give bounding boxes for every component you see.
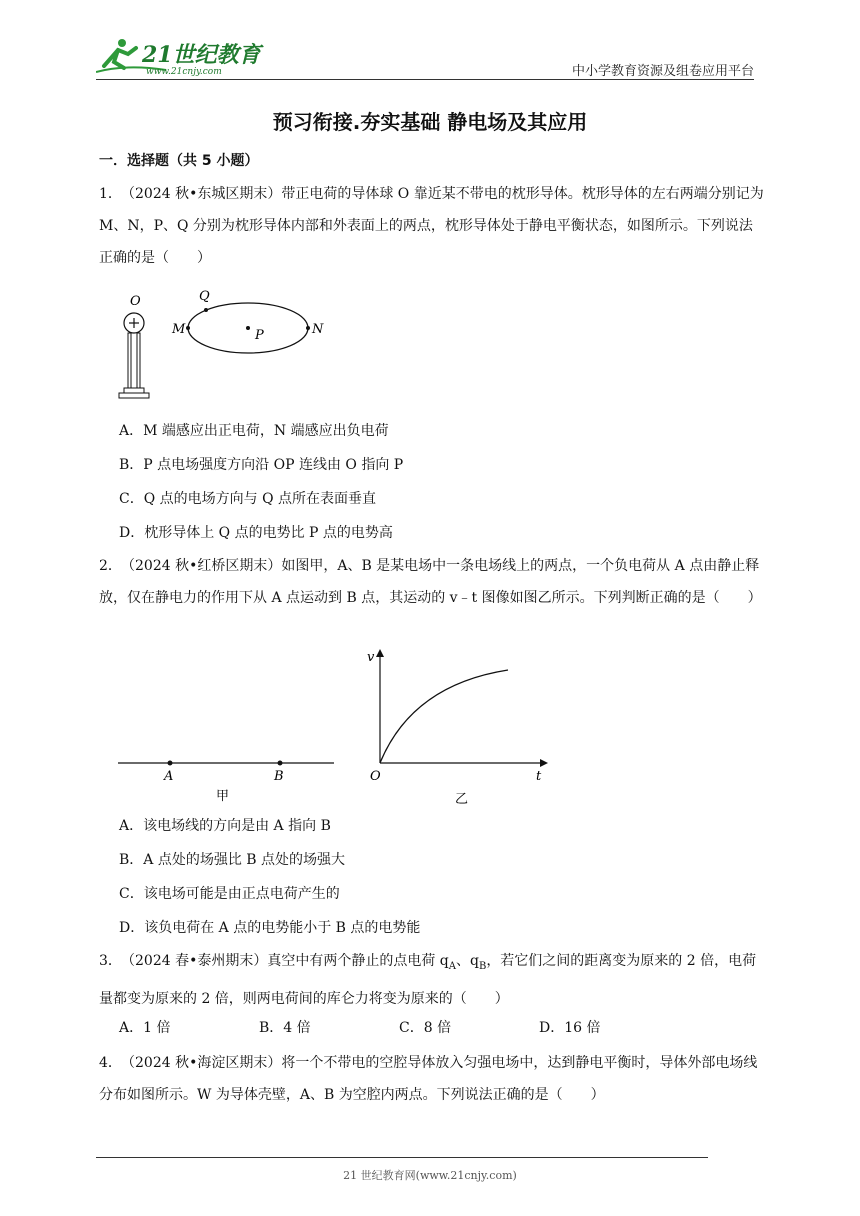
- q1-option-d[interactable]: D．枕形导体上 Q 点的电势比 P 点的电势高: [119, 525, 393, 541]
- question-3: 3．（2024 春•泰州期末）真空中有两个静止的点电荷 $q_A$、$q_B$，若它们之间的距离变为原来的 2 倍，电荷量都变为原来的 2 倍，则两电荷间的库仑力将变为原来的（ ）: [99, 953, 757, 1007]
- q1-option-b[interactable]: B．P 点电场强度方向沿 OP 连线由 O 指向 P: [119, 457, 404, 473]
- q3-option-a[interactable]: A．1 倍: [119, 1020, 171, 1036]
- header-divider: [96, 79, 754, 80]
- question-2-stem: （2024 秋•红桥区期末）如图甲，A、B 是某电场中一条电场线上的两点，一个负电荷从 A 点由静止释放，仅在静电力的作用下从 A 点运动到 B 点，其运动的 v﹣t 图像如图乙所示。下列判断正确的是（ ）: [99, 558, 762, 606]
- label-o: O: [130, 294, 141, 309]
- logo-text: 21世纪教育: [142, 42, 261, 68]
- label-m: M: [172, 322, 186, 337]
- q3-option-d[interactable]: D．16 倍: [539, 1020, 601, 1036]
- vt-curve: [380, 670, 508, 763]
- page-title: 预习衔接.夯实基础 静电场及其应用: [272, 110, 588, 134]
- q1-option-c[interactable]: C．Q 点的电场方向与 Q 点所在表面垂直: [119, 491, 377, 507]
- label-p: P: [255, 328, 264, 343]
- label-b: B: [274, 769, 284, 784]
- footer-text: 21 世纪教育网(www.21cnjy.com): [343, 1169, 517, 1182]
- q3-option-c[interactable]: C．8 倍: [399, 1020, 452, 1036]
- section-heading: 一．选择题（共 5 小题）: [99, 153, 259, 169]
- caption-jia: 甲: [216, 789, 230, 804]
- stand-base: [124, 388, 144, 393]
- footer-divider: [96, 1157, 708, 1158]
- q2-option-a[interactable]: A．该电场线的方向是由 A 指向 B: [119, 818, 331, 834]
- stand-rod: [128, 333, 131, 388]
- header-platform-text: 中小学教育资源及组卷应用平台: [571, 64, 754, 79]
- q3-option-b[interactable]: B．4 倍: [259, 1020, 311, 1036]
- logo: [96, 36, 266, 80]
- question-2: 2．（2024 秋•红桥区期末）如图甲，A、B 是某电场中一条电场线上的两点，一个负电荷从 A 点由静止释放，仅在静电力的作用下从 A 点运动到 B 点，其运动的 v﹣t 图像如图乙所示。下列判断正确的是（ ）: [99, 558, 762, 606]
- label-a: A: [164, 769, 174, 784]
- q2-figure: [112, 645, 552, 807]
- q2-option-d[interactable]: D．该负电荷在 A 点的电势能小于 B 点的电势能: [119, 920, 421, 936]
- q2-option-c[interactable]: C．该电场可能是由正点电荷产生的: [119, 886, 340, 902]
- q1-figure: [110, 288, 340, 406]
- question-1-stem: （2024 秋•东城区期末）带正电荷的导体球 O 靠近某不带电的枕形导体。枕形导体的左右两端分别记为 M、N，P、Q 分别为枕形导体内部和外表面上的两点，枕形导体处于静电平衡状态，如图所示。下列说法正确的是（ ）: [99, 186, 764, 266]
- point-a: [168, 761, 173, 766]
- question-4-stem: （2024 秋•海淀区期末）将一个不带电的空腔导体放入匀强电场中，达到静电平衡时，导体外部电场线分布如图所示。W 为导体壳壁，A、B 为空腔内两点。下列说法正确的是（ ）: [99, 1055, 758, 1103]
- point-b: [278, 761, 283, 766]
- q2-option-b[interactable]: B．A 点处的场强比 B 点处的场强大: [119, 852, 346, 868]
- label-q: Q: [199, 289, 210, 304]
- question-1: 1．（2024 秋•东城区期末）带正电荷的导体球 O 靠近某不带电的枕形导体。枕形导体的左右两端分别记为 M、N，P、Q 分别为枕形导体内部和外表面上的两点，枕形导体处于静电平衡状态，如图所示。下列说法正确的是（ ）: [99, 186, 764, 266]
- label-v: v: [367, 650, 375, 665]
- label-origin: O: [370, 769, 381, 784]
- label-n: N: [312, 322, 324, 337]
- logo-url: www.21cnjy.com: [146, 67, 222, 77]
- label-t: t: [536, 769, 542, 784]
- q3-options: [119, 1017, 679, 1037]
- caption-yi: 乙: [455, 792, 469, 807]
- question-4: 4．（2024 秋•海淀区期末）将一个不带电的空腔导体放入匀强电场中，达到静电平衡时，导体外部电场线分布如图所示。W 为导体壳壁，A、B 为空腔内两点。下列说法正确的是（ ）: [99, 1055, 758, 1103]
- q1-option-a[interactable]: A．M 端感应出正电荷，N 端感应出负电荷: [119, 423, 389, 439]
